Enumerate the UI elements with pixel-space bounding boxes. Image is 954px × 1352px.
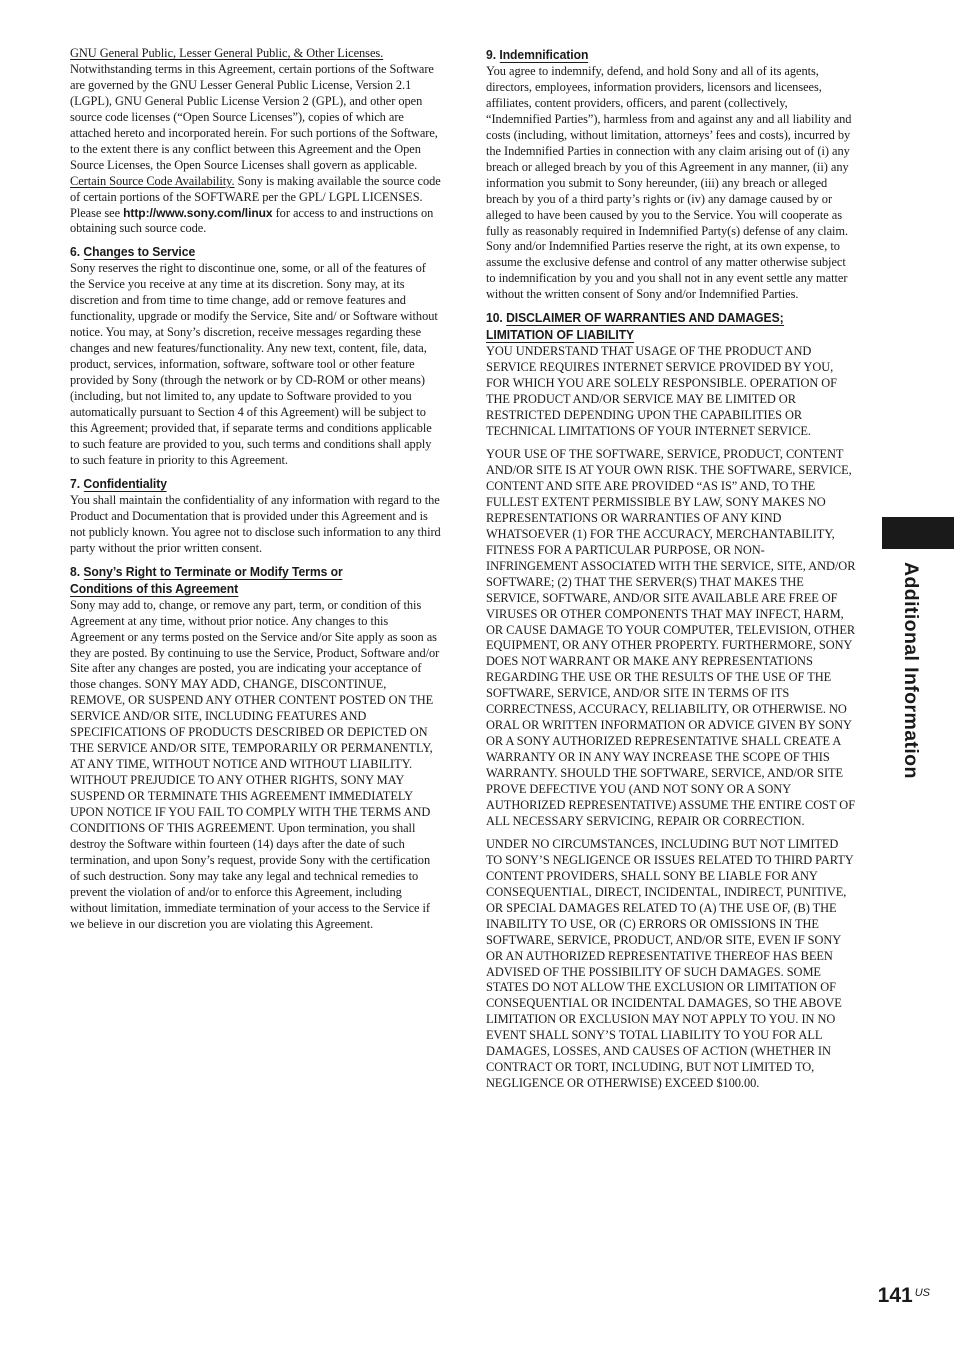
section-9-title: Indemnification (499, 47, 589, 62)
section-10-paragraph-3: UNDER NO CIRCUMSTANCES, INCLUDING BUT NOT LIMITED TO SONY’S NEGLIGENCE OR ISSUES RELATED TO THIRD PARTY CONTENT PROVIDERS, SHALL SONY BE LIABLE FOR ANY CONSEQUENTIAL, DIRECT, INCIDENTAL, INDIRECT, PUNITIVE, OR SPECIAL DAMAGES RELATED TO (A) THE USE OF, (B) THE INABILITY TO USE, OR (C) ERRORS OR OMISSIONS IN THE SOFTWARE, SERVICE, PRODUCT, AND/OR SITE, EVEN IF SONY OR AN AUTHORIZED REPRESENTATIVE THEREOF HAS BEEN ADVISED OF THE POSSIBILITY OF SUCH DAMAGES. SOME STATES DO NOT ALLOW THE EXCLUSION OR LIMITATION OF CONSEQUENTIAL OR INCIDENTAL DAMAGES, SO THE ABOVE LIMITATION OR EXCLUSION MAY NOT APPLY TO YOU. IN NO EVENT SHALL SONY’S TOTAL LIABILITY TO YOU FOR ALL DAMAGES, LOSSES, AND CAUSES OF ACTION (WHETHER IN CONTRACT OR TORT, INCLUDING, BUT NOT LIMITED TO, NEGLIGENCE OR OTHERWISE) EXCEED $100.00. (486, 836, 854, 1091)
source-paragraph (70, 174, 442, 238)
page-number: 141 (877, 1284, 913, 1307)
section-6-body: Sony reserves the right to discontinue one, some, or all of the features of the Service you receive at any time at its discretion. Sony may, at its discretion and from time to time change, add or remove features and functionality, upgrade or modify the Service, Site and/ or Software without notice. You may, at Sony’s discretion, receive messages regarding these changes and new features/functionality. Any new text, content, file, data, product, services, information, software, software tool or other feature provided by Sony (through the network or by CD-ROM or other means) (including, but not limited to, any update to Software provided to you automatically pursuant to Section 4 of this Agreement) will be subject to this Agreement; provided that, if separate terms and conditions applicable to such feature are provided to you, such terms and conditions shall apply to such feature in priority to this Agreement. (70, 261, 438, 467)
page-region: US (914, 1287, 930, 1299)
section-9-heading (486, 46, 826, 63)
section-9-number: 9. (486, 47, 497, 62)
section-6-title: Changes to Service (83, 244, 196, 260)
section-8-number: 8. (70, 563, 81, 579)
section-8-title-line2: Conditions of this Agreement (70, 580, 239, 596)
section-7-heading (70, 475, 412, 492)
section-6-heading (70, 243, 412, 260)
right-column (486, 46, 856, 1092)
section-7-title: Confidentiality (83, 475, 167, 491)
section-8-heading (70, 563, 412, 597)
section-10-paragraph-1: YOU UNDERSTAND THAT USAGE OF THE PRODUCT AND SERVICE REQUIRES INTERNET SERVICE PROVIDED BY YOU, FOR WHICH YOU ARE SOLELY RESPONSIBLE. OPERATION OF THE PRODUCT AND/OR SERVICE MAY BE LIMITED OR RESTRICTED DEPENDING UPON THE CAPABILITIES OR TECHNICAL LIMITATIONS OF YOUR INTERNET SERVICE. (486, 344, 838, 439)
source-body-pre: Sony is making available the source code of certain portions of the SOFTWARE per the GPL/ LGPL LICENSES. Please see (70, 173, 441, 220)
side-tab-marker (882, 517, 954, 549)
section-10-paragraph-2: YOUR USE OF THE SOFTWARE, SERVICE, PRODUCT, CONTENT AND/OR SITE IS AT YOUR OWN RISK. THE SOFTWARE, SERVICE, CONTENT AND SITE ARE PROVIDED “AS IS” AND, TO THE FULLEST EXTENT PERMISSIBLE BY LAW, SONY MAKES NO REPRESENTATIONS OR WARRANTIES OF ANY KIND WHATSOEVER (1) FOR THE ACCURACY, MERCHANTABILITY, FITNESS FOR A PARTICULAR PURPOSE, OR NON-INFRINGEMENT ASSOCIATED WITH THE SERVICE, SITE, AND/OR SOFTWARE; (2) THAT THE SERVER(S) THAT MAKES THE SERVICE, SOFTWARE, AND/OR SITE AVAILABLE ARE FREE OF VIRUSES OR OTHER COMPONENTS THAT MAY INFECT, HARM, OR CAUSE DAMAGE TO YOUR COMPUTER, TELEVISION, OTHER EQUIPMENT, OR ANY OTHER PROPERTY. FURTHERMORE, SONY DOES NOT WARRANT OR MAKE ANY REPRESENTATIONS REGARDING THE USE OR THE RESULTS OF THE USE OF THE SOFTWARE, SERVICE, AND/OR SITE IN TERMS OF ITS CORRECTNESS, ACCURACY, RELIABILITY, OR OTHERWISE. NO ORAL OR WRITTEN INFORMATION OR ADVICE GIVEN BY SONY OR A SONY AUTHORIZED REPRESENTATIVE SHALL CREATE A WARRANTY OR IN ANY WAY INCREASE THE SCOPE OF THIS WARRANTY. SHOULD THE SOFTWARE, SERVICE, AND/OR SITE PROVE DEFECTIVE YOU (AND NOT SONY OR A SONY AUTHORIZED REPRESENTATIVE) ASSUME THE ENTIRE COST OF ALL NECESSARY SERVICING, REPAIR OR CORRECTION. (486, 447, 856, 828)
gnu-body: Notwithstanding terms in this Agreement, certain portions of the Software are governed by the GNU Lesser General Public License, Version 2.1 (LGPL), GNU General Public License Version 2 (GPL), and other open source code licenses (“Open Source Licenses”), copies of which are attached hereto and incorporated herein. For such portions of the Software, to the extent there is any conflict between this Agreement and the Open Source Licenses, the Open Source Licenses shall govern as applicable. (70, 61, 438, 172)
section-10-number: 10. (486, 310, 503, 326)
source-body-post: for access to and instructions on obtaining such source code. (70, 205, 434, 236)
section-10-heading (486, 309, 826, 343)
section-9-body: You agree to indemnify, defend, and hold Sony and all of its agents, directors, employees, information providers, licensors and licensees, affiliates, content providers, officers, and parent (collectively, “Indemnified Parties”), harmless from and against any and all liability and costs (including, without limitation, attorneys’ fees and costs), incurred by the Indemnified Parties in connection with any claim arising out of (i) any breach or alleged breach by you of this Agreement in any manner, (ii) any information you submit to Sony hereunder, (iii) any breach or alleged breach by you of a third party’s rights or (iv) any damage caused by or alleged to have been caused by you to the Service. You will cooperate as fully as reasonably required in Indemnified Party(s) defense of any claim. Sony and/or Indemnified Parties reserve the right, at its own expense, to assume the exclusive defense and control of any matter otherwise subject to indemnification by you and you shall not in any event settle any matter without the written consent of Sony and/or Indemnified Parties. (486, 64, 852, 302)
section-7-body: You shall maintain the confidentiality of any information with regard to the Product and Documentation that is provided under this Agreement and is not publicly known. You agree not to disclose such information to any third party without the prior written consent. (70, 492, 441, 555)
section-6-number: 6. (70, 244, 81, 260)
gnu-paragraph (70, 46, 442, 174)
section-8-body: Sony may add to, change, or remove any part, term, or condition of this Agreement at any time, without prior notice. Any changes to this Agreement or any terms posted on the Service and/or Site apply as soon as they are posted. By continuing to use the Service, Product, Software and/or Site after any changes are posted, you are indicating your acceptance of those changes. SONY MAY ADD, CHANGE, DISCONTINUE, REMOVE, OR SUSPEND ANY OTHER CONTENT POSTED ON THE SERVICE AND/OR SITE, INCLUDING FEATURES AND SPECIFICATIONS OF PRODUCTS DESCRIBED OR DEPICTED ON THE SERVICE AND/OR SITE, TEMPORARILY OR PERMANENTLY, AT ANY TIME, WITHOUT NOTICE AND WITHOUT LIABILITY. WITHOUT PREJUDICE TO ANY OTHER RIGHTS, SONY MAY SUSPEND OR TERMINATE THIS AGREEMENT IMMEDIATELY UPON NOTICE IF YOU FAIL TO COMPLY WITH THE TERMS AND CONDITIONS OF THIS AGREEMENT. Upon termination, you shall destroy the Software within fourteen (14) days after the date of such termination, and upon Sony’s request, provide Sony with the certification of such destruction. Sony may take any legal and technical remedies to prevent the violation of and/or to enforce this Agreement, including without limitation, immediate termination of your access to the Service if we believe in our discretion you are violating this Agreement. (70, 597, 440, 931)
section-8-title-line1: Sony’s Right to Terminate or Modify Terms or (83, 563, 343, 579)
section-10-title-line2: LIMITATION OF LIABILITY (486, 327, 635, 343)
section-10-title-line1: DISCLAIMER OF WARRANTIES AND DAMAGES; (506, 310, 784, 326)
gnu-heading: GNU General Public, Lesser General Public, & Other Licenses. (70, 46, 384, 60)
page-number-block (878, 1284, 930, 1308)
left-column (70, 46, 442, 933)
section-7-number: 7. (70, 475, 81, 491)
side-tab-label: Additional Information (900, 562, 922, 779)
source-url: http://www.sony.com/linux (123, 205, 273, 220)
source-heading: Certain Source Code Availability. (70, 173, 235, 188)
